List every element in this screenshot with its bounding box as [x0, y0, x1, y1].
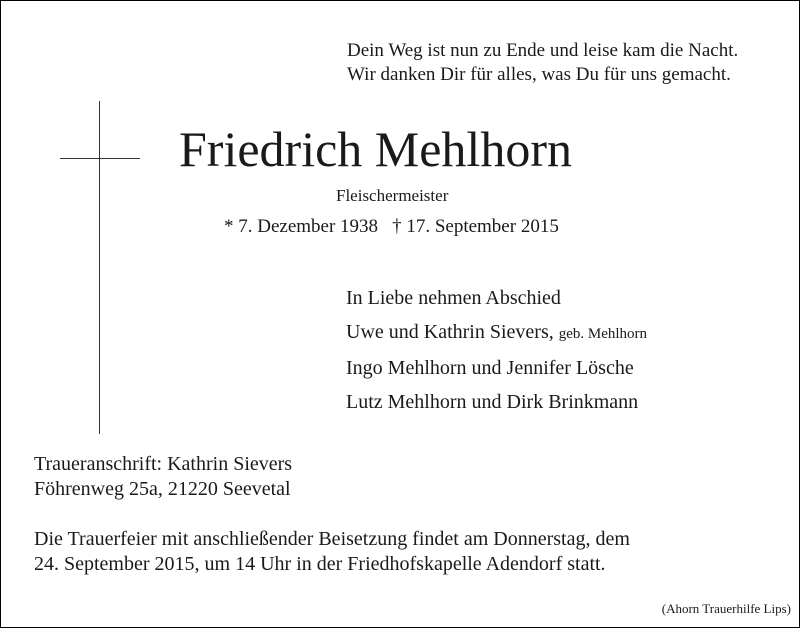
address-line-2: Föhrenweg 25a, 21220 Seevetal: [34, 478, 291, 500]
mourner-note: geb. Mehlhorn: [558, 326, 648, 342]
ceremony-info: [34, 527, 630, 577]
mourner-line: [346, 315, 647, 351]
life-dates: [224, 215, 559, 239]
mourner-line: Lutz Mehlhorn und Dirk Brinkmann: [346, 391, 639, 413]
ceremony-line-1: Die Trauerfeier mit anschließender Beisetzung findet am Donnerstag, dem: [34, 528, 630, 550]
birth-date: * 7. Dezember 1938: [224, 216, 379, 237]
poem: [347, 39, 738, 87]
address-line-1: Traueranschrift: Kathrin Sievers: [34, 453, 293, 475]
mourning-address: [34, 452, 292, 502]
mourner-line: Ingo Mehlhorn und Jennifer Lösche: [346, 357, 634, 379]
deceased-name: Friedrich Mehlhorn: [179, 121, 572, 177]
poem-line-1: Dein Weg ist nun zu Ende und leise kam die Nacht.: [347, 40, 739, 61]
ceremony-line-2: 24. September 2015, um 14 Uhr in der Friedhofskapelle Adendorf statt.: [34, 553, 606, 575]
cross-horizontal-bar: [60, 158, 140, 159]
funeral-home-credit: (Ahorn Trauerhilfe Lips): [661, 601, 791, 616]
mourners-block: [346, 281, 647, 419]
death-date: † 17. September 2015: [392, 216, 559, 237]
poem-line-2: Wir danken Dir für alles, was Du für uns gemacht.: [347, 64, 731, 85]
deceased-profession: Fleischermeister: [336, 186, 449, 205]
cross-vertical-bar: [99, 101, 100, 434]
mourners-intro: In Liebe nehmen Abschied: [346, 287, 561, 309]
mourner-names: Uwe und Kathrin Sievers,: [346, 321, 554, 343]
